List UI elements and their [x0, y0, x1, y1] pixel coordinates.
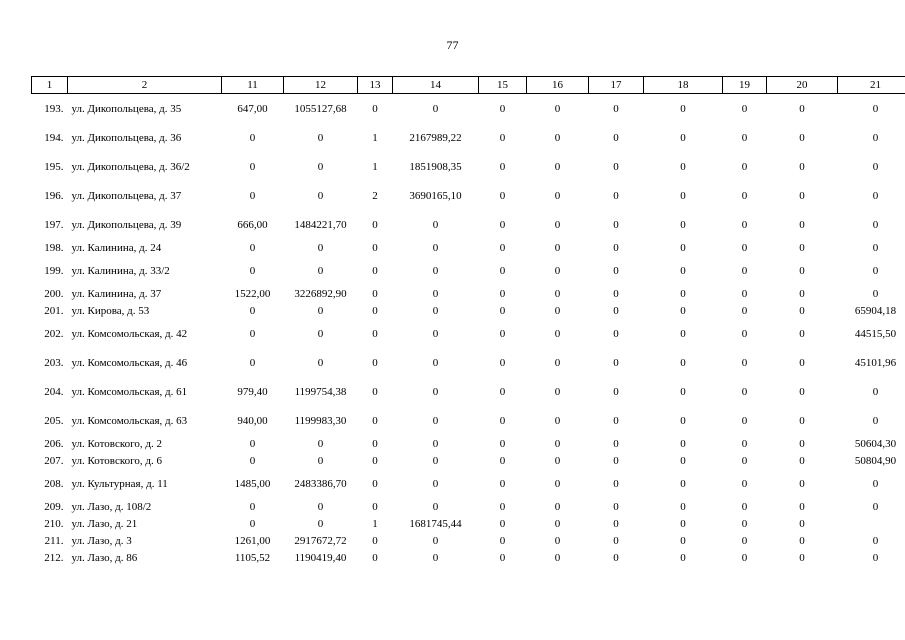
value-cell: 0: [554, 304, 561, 317]
column-header: 2: [68, 77, 222, 94]
value-cell: 0: [680, 102, 686, 115]
value-cell: 0: [499, 385, 506, 398]
value-cell: 0: [799, 287, 805, 300]
value-cell: 0: [372, 454, 378, 467]
value-cell: 0: [249, 327, 256, 340]
row-number: 203.: [44, 356, 64, 369]
value-cell: 0: [372, 356, 378, 369]
value-cell: 0: [613, 517, 619, 530]
value-cell: 0: [872, 131, 879, 144]
value-cell: 0: [554, 534, 561, 547]
table-row: [32, 498, 905, 515]
value-cell: 0: [741, 517, 748, 530]
value-cell: 0: [554, 264, 561, 277]
value-cell: 0: [613, 218, 619, 231]
row-number: 197.: [44, 218, 64, 231]
value-cell: 0: [872, 477, 879, 490]
column-header: 17: [589, 77, 644, 94]
value-cell: 0: [317, 327, 324, 340]
value-cell: 0: [680, 477, 686, 490]
value-cell: 1522,00: [234, 287, 271, 300]
value-cell: 0: [680, 517, 686, 530]
row-number: 209.: [44, 500, 64, 513]
value-cell: 0: [432, 287, 439, 300]
value-cell: 1055127,68: [294, 102, 347, 115]
value-cell: 0: [499, 264, 506, 277]
value-cell: 0: [872, 414, 879, 427]
value-cell: 0: [317, 241, 324, 254]
value-cell: 0: [249, 517, 256, 530]
value-cell: 0: [741, 304, 748, 317]
address-cell: ул. Комсомольская, д. 61: [71, 385, 188, 398]
value-cell: 0: [317, 189, 324, 202]
value-cell: 0: [613, 131, 619, 144]
value-cell: 0: [499, 241, 506, 254]
value-cell: 0: [872, 160, 879, 173]
value-cell: 0: [372, 304, 378, 317]
value-cell: 940,00: [237, 414, 268, 427]
value-cell: 0: [554, 477, 561, 490]
value-cell: 0: [799, 500, 805, 513]
value-cell: 0: [680, 454, 686, 467]
value-cell: 0: [372, 385, 378, 398]
value-cell: 0: [613, 160, 619, 173]
table-row: [32, 123, 905, 152]
address-cell: ул. Котовского, д. 2: [71, 437, 162, 450]
value-cell: 0: [432, 356, 439, 369]
value-cell: 0: [554, 160, 561, 173]
value-cell: 0: [372, 287, 378, 300]
value-cell: 0: [372, 102, 378, 115]
value-cell: 0: [554, 414, 561, 427]
value-cell: 0: [613, 385, 619, 398]
value-cell: 0: [317, 437, 324, 450]
value-cell: 0: [741, 534, 748, 547]
value-cell: 0: [432, 454, 439, 467]
value-cell: 0: [613, 264, 619, 277]
value-cell: 0: [499, 437, 506, 450]
column-header: 21: [838, 77, 905, 94]
address-cell: ул. Комсомольская, д. 46: [71, 356, 188, 369]
value-cell: 0: [499, 287, 506, 300]
value-cell: 0: [872, 241, 879, 254]
value-cell: 0: [680, 218, 686, 231]
row-number: 201.: [44, 304, 64, 317]
data-table: [31, 76, 905, 566]
value-cell: 0: [432, 264, 439, 277]
value-cell: 0: [680, 437, 686, 450]
column-header: 15: [479, 77, 527, 94]
value-cell: 1681745,44: [409, 517, 462, 530]
value-cell: 1199983,30: [294, 414, 347, 427]
value-cell: 0: [554, 218, 561, 231]
value-cell: 0: [799, 551, 805, 564]
value-cell: 0: [613, 241, 619, 254]
value-cell: 0: [680, 534, 686, 547]
column-header: 11: [222, 77, 284, 94]
address-cell: ул. Калинина, д. 37: [71, 287, 162, 300]
value-cell: 0: [741, 356, 748, 369]
value-cell: 0: [680, 241, 686, 254]
value-cell: 0: [799, 327, 805, 340]
value-cell: 0: [872, 287, 879, 300]
value-cell: 0: [613, 437, 619, 450]
value-cell: 0: [372, 534, 378, 547]
value-cell: 0: [554, 437, 561, 450]
value-cell: 0: [741, 500, 748, 513]
value-cell: 0: [554, 356, 561, 369]
value-cell: 1: [372, 517, 378, 530]
value-cell: 0: [372, 414, 378, 427]
row-number: 199.: [44, 264, 64, 277]
value-cell: 0: [799, 356, 805, 369]
table-row: [32, 319, 905, 348]
value-cell: 0: [741, 160, 748, 173]
value-cell: 50804,90: [854, 454, 897, 467]
address-cell: ул. Лазо, д. 21: [71, 517, 138, 530]
value-cell: 0: [613, 327, 619, 340]
value-cell: 0: [799, 414, 805, 427]
table-row: [32, 549, 905, 566]
value-cell: 0: [680, 189, 686, 202]
row-number: 195.: [44, 160, 64, 173]
value-cell: 0: [680, 500, 686, 513]
value-cell: 45101,96: [854, 356, 897, 369]
value-cell: 0: [317, 517, 324, 530]
value-cell: 0: [372, 264, 378, 277]
address-cell: ул. Комсомольская, д. 63: [71, 414, 188, 427]
value-cell: 65904,18: [854, 304, 897, 317]
value-cell: [838, 515, 905, 532]
value-cell: 1190419,40: [294, 551, 347, 564]
address-cell: ул. Комсомольская, д. 42: [71, 327, 188, 340]
column-header: 19: [723, 77, 767, 94]
value-cell: 0: [799, 477, 805, 490]
value-cell: 0: [799, 534, 805, 547]
value-cell: 0: [432, 551, 439, 564]
value-cell: 0: [499, 189, 506, 202]
value-cell: 0: [249, 437, 256, 450]
value-cell: 0: [372, 500, 378, 513]
value-cell: 0: [613, 551, 619, 564]
table-row: [32, 285, 905, 302]
address-cell: ул. Культурная, д. 11: [71, 477, 168, 490]
column-header: 18: [644, 77, 723, 94]
value-cell: 0: [499, 517, 506, 530]
value-cell: 0: [741, 327, 748, 340]
value-cell: 0: [799, 160, 805, 173]
table-row: [32, 256, 905, 285]
value-cell: 0: [741, 264, 748, 277]
value-cell: 0: [741, 551, 748, 564]
value-cell: 0: [249, 264, 256, 277]
value-cell: 0: [680, 385, 686, 398]
value-cell: 0: [799, 241, 805, 254]
row-number: 200.: [44, 287, 64, 300]
column-header: 20: [767, 77, 838, 94]
value-cell: 1105,52: [234, 551, 271, 564]
value-cell: 979,40: [237, 385, 268, 398]
row-number: 196.: [44, 189, 64, 202]
value-cell: 0: [249, 500, 256, 513]
value-cell: 0: [372, 477, 378, 490]
value-cell: 0: [249, 189, 256, 202]
value-cell: 0: [613, 454, 619, 467]
table-row: [32, 239, 905, 256]
value-cell: 0: [499, 218, 506, 231]
value-cell: 0: [680, 327, 686, 340]
row-number: 211.: [44, 534, 64, 547]
value-cell: 0: [680, 304, 686, 317]
value-cell: 0: [613, 534, 619, 547]
value-cell: 0: [554, 551, 561, 564]
value-cell: 2483386,70: [294, 477, 347, 490]
value-cell: 0: [799, 385, 805, 398]
value-cell: 0: [613, 304, 619, 317]
value-cell: 2: [372, 189, 378, 202]
value-cell: 0: [872, 218, 879, 231]
value-cell: 0: [372, 241, 378, 254]
table-row: [32, 302, 905, 319]
value-cell: 0: [680, 264, 686, 277]
value-cell: 0: [317, 356, 324, 369]
row-number: 208.: [44, 477, 64, 490]
value-cell: 44515,50: [854, 327, 897, 340]
row-number: 212.: [44, 551, 64, 564]
value-cell: 0: [249, 356, 256, 369]
value-cell: 0: [249, 160, 256, 173]
value-cell: 0: [613, 356, 619, 369]
value-cell: 0: [499, 477, 506, 490]
value-cell: 0: [741, 414, 748, 427]
table-row: [32, 469, 905, 498]
table-row: [32, 181, 905, 210]
address-cell: ул. Дикопольцева, д. 35: [71, 102, 182, 115]
value-cell: 0: [613, 189, 619, 202]
table-row: [32, 532, 905, 549]
value-cell: 0: [432, 437, 439, 450]
table-row: [32, 515, 905, 532]
value-cell: 0: [613, 500, 619, 513]
value-cell: 0: [799, 437, 805, 450]
value-cell: 1485,00: [234, 477, 271, 490]
row-number: 193.: [44, 102, 64, 115]
value-cell: 0: [499, 327, 506, 340]
table-row: [32, 94, 905, 124]
value-cell: 0: [741, 454, 748, 467]
value-cell: 0: [680, 287, 686, 300]
value-cell: 0: [499, 414, 506, 427]
value-cell: 0: [432, 414, 439, 427]
value-cell: 0: [317, 304, 324, 317]
address-cell: ул. Кирова, д. 53: [71, 304, 150, 317]
address-cell: ул. Калинина, д. 33/2: [71, 264, 170, 277]
value-cell: 0: [799, 264, 805, 277]
address-cell: ул. Котовского, д. 6: [71, 454, 162, 467]
value-cell: 647,00: [237, 102, 268, 115]
value-cell: 0: [799, 131, 805, 144]
table-row: [32, 435, 905, 452]
column-header: 1: [32, 77, 68, 94]
value-cell: 0: [613, 287, 619, 300]
value-cell: 0: [613, 477, 619, 490]
value-cell: 0: [432, 102, 439, 115]
column-header: 14: [393, 77, 479, 94]
value-cell: 0: [554, 287, 561, 300]
value-cell: 0: [372, 551, 378, 564]
value-cell: 0: [799, 102, 805, 115]
value-cell: 0: [249, 241, 256, 254]
value-cell: 0: [799, 304, 805, 317]
value-cell: 0: [741, 477, 748, 490]
value-cell: 0: [741, 218, 748, 231]
value-cell: 0: [741, 131, 748, 144]
address-cell: ул. Лазо, д. 86: [71, 551, 138, 564]
value-cell: 666,00: [237, 218, 268, 231]
value-cell: 0: [872, 102, 879, 115]
column-header: 16: [527, 77, 589, 94]
page-number: 77: [446, 38, 459, 52]
value-cell: 0: [554, 500, 561, 513]
header-row: [32, 77, 905, 94]
value-cell: 0: [799, 517, 805, 530]
value-cell: 0: [499, 551, 506, 564]
value-cell: 0: [499, 454, 506, 467]
value-cell: 0: [799, 218, 805, 231]
value-cell: 0: [317, 454, 324, 467]
value-cell: 1851908,35: [409, 160, 462, 173]
value-cell: 0: [249, 304, 256, 317]
value-cell: 1484221,70: [294, 218, 347, 231]
value-cell: 0: [432, 304, 439, 317]
value-cell: 0: [432, 327, 439, 340]
value-cell: 0: [432, 241, 439, 254]
row-number: 205.: [44, 414, 64, 427]
value-cell: 0: [554, 189, 561, 202]
value-cell: 0: [680, 131, 686, 144]
value-cell: 0: [554, 131, 561, 144]
row-number: 206.: [44, 437, 64, 450]
value-cell: 0: [432, 477, 439, 490]
table-row: [32, 348, 905, 377]
value-cell: 0: [613, 102, 619, 115]
column-header: 13: [358, 77, 393, 94]
value-cell: 0: [741, 241, 748, 254]
value-cell: 0: [499, 304, 506, 317]
row-number: 204.: [44, 385, 64, 398]
value-cell: 0: [872, 264, 879, 277]
value-cell: 0: [432, 218, 439, 231]
value-cell: 0: [372, 327, 378, 340]
value-cell: 0: [317, 160, 324, 173]
value-cell: 0: [799, 454, 805, 467]
row-number: 210.: [44, 517, 64, 530]
value-cell: 0: [432, 385, 439, 398]
value-cell: 0: [741, 437, 748, 450]
value-cell: 3690165,10: [409, 189, 462, 202]
value-cell: 0: [799, 189, 805, 202]
value-cell: 0: [432, 534, 439, 547]
value-cell: 0: [499, 160, 506, 173]
value-cell: 0: [372, 218, 378, 231]
value-cell: 1261,00: [234, 534, 271, 547]
value-cell: 0: [499, 102, 506, 115]
value-cell: 0: [499, 534, 506, 547]
value-cell: 0: [741, 287, 748, 300]
value-cell: 0: [680, 551, 686, 564]
address-cell: ул. Лазо, д. 3: [71, 534, 132, 547]
row-number: 202.: [44, 327, 64, 340]
value-cell: 1: [372, 160, 378, 173]
value-cell: 1199754,38: [294, 385, 347, 398]
row-number: 207.: [44, 454, 64, 467]
value-cell: 3226892,90: [294, 287, 347, 300]
value-cell: 0: [872, 551, 879, 564]
address-cell: ул. Дикопольцева, д. 36: [71, 131, 182, 144]
value-cell: 0: [680, 356, 686, 369]
table-row: [32, 152, 905, 181]
value-cell: 50604,30: [854, 437, 897, 450]
table-body: [32, 94, 905, 567]
value-cell: 0: [554, 385, 561, 398]
value-cell: 0: [372, 437, 378, 450]
value-cell: 0: [872, 500, 879, 513]
value-cell: 0: [554, 241, 561, 254]
value-cell: 0: [432, 500, 439, 513]
value-cell: 0: [499, 131, 506, 144]
value-cell: 1: [372, 131, 378, 144]
value-cell: 0: [554, 327, 561, 340]
table-row: [32, 210, 905, 239]
value-cell: 0: [249, 131, 256, 144]
value-cell: 0: [741, 102, 748, 115]
value-cell: 0: [249, 454, 256, 467]
address-cell: ул. Калинина, д. 24: [71, 241, 162, 254]
value-cell: 0: [872, 534, 879, 547]
address-cell: ул. Лазо, д. 108/2: [71, 500, 152, 513]
address-cell: ул. Дикопольцева, д. 36/2: [71, 160, 190, 173]
value-cell: 0: [872, 385, 879, 398]
value-cell: 0: [680, 160, 686, 173]
value-cell: 0: [613, 414, 619, 427]
value-cell: 0: [317, 500, 324, 513]
value-cell: 0: [499, 500, 506, 513]
column-header: 12: [284, 77, 358, 94]
value-cell: 0: [499, 356, 506, 369]
address-cell: ул. Дикопольцева, д. 39: [71, 218, 182, 231]
row-number: 194.: [44, 131, 64, 144]
row-number: 198.: [44, 241, 64, 254]
table-row: [32, 406, 905, 435]
value-cell: 0: [554, 454, 561, 467]
value-cell: 0: [554, 102, 561, 115]
value-cell: 2167989,22: [409, 131, 462, 144]
value-cell: 0: [554, 517, 561, 530]
value-cell: 2917672,72: [294, 534, 347, 547]
table-row: [32, 452, 905, 469]
value-cell: 0: [317, 264, 324, 277]
address-cell: ул. Дикопольцева, д. 37: [71, 189, 182, 202]
table-row: [32, 377, 905, 406]
value-cell: 0: [680, 414, 686, 427]
value-cell: 0: [741, 385, 748, 398]
value-cell: 0: [872, 189, 879, 202]
value-cell: 0: [317, 131, 324, 144]
value-cell: 0: [741, 189, 748, 202]
